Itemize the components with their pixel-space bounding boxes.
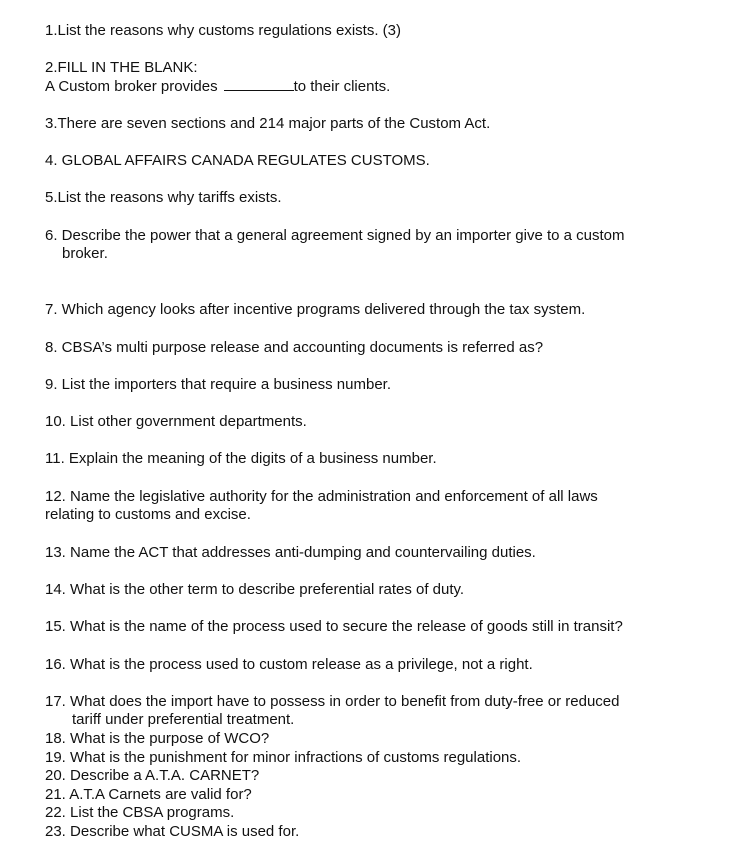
question-2-after-blank: to their clients. <box>293 78 391 95</box>
question-10: 10. List other government departments. <box>45 413 307 430</box>
question-6-line-1: 6. Describe the power that a general agreement signed by an importer give to a custom <box>45 227 625 244</box>
question-13: 13. Name the ACT that addresses anti-dumping and countervailing duties. <box>45 544 536 561</box>
question-2-heading: 2.FILL IN THE BLANK: <box>45 59 198 76</box>
question-15: 15. What is the name of the process used to secure the release of goods still in transit? <box>45 618 623 635</box>
question-3: 3.There are seven sections and 214 major parts of the Custom Act. <box>45 115 491 132</box>
question-18: 18. What is the purpose of WCO? <box>45 730 270 747</box>
question-7: 7. Which agency looks after incentive programs delivered through the tax system. <box>45 301 586 318</box>
question-16: 16. What is the process used to custom release as a privilege, not a right. <box>45 656 533 673</box>
question-12-line-1: 12. Name the legislative authority for the administration and enforcement of all laws <box>45 488 598 505</box>
fill-in-blank-line <box>224 77 294 91</box>
question-2-statement <box>45 77 390 96</box>
question-8: 8. CBSA’s multi purpose release and accounting documents is referred as? <box>45 339 544 356</box>
question-21: 21. A.T.A Carnets are valid for? <box>45 786 252 803</box>
question-1: 1.List the reasons why customs regulations exists. (3) <box>45 22 401 39</box>
question-19: 19. What is the punishment for minor infractions of customs regulations. <box>45 749 522 766</box>
question-6-line-2: broker. <box>62 245 108 262</box>
question-22: 22. List the CBSA programs. <box>45 804 235 821</box>
question-5: 5.List the reasons why tariffs exists. <box>45 189 282 206</box>
question-17-line-2: tariff under preferential treatment. <box>72 711 295 728</box>
question-20: 20. Describe a A.T.A. CARNET? <box>45 767 260 784</box>
question-4: 4. GLOBAL AFFAIRS CANADA REGULATES CUSTOMS. <box>45 152 430 169</box>
question-23: 23. Describe what CUSMA is used for. <box>45 823 300 840</box>
question-11: 11. Explain the meaning of the digits of a business number. <box>45 450 437 467</box>
question-12-line-2: relating to customs and excise. <box>45 506 251 523</box>
question-2-before-blank: A Custom broker provides <box>45 78 218 95</box>
question-14: 14. What is the other term to describe preferential rates of duty. <box>45 581 465 598</box>
question-17-line-1: 17. What does the import have to possess in order to benefit from duty-free or reduced <box>45 693 620 710</box>
question-9: 9. List the importers that require a business number. <box>45 376 392 393</box>
